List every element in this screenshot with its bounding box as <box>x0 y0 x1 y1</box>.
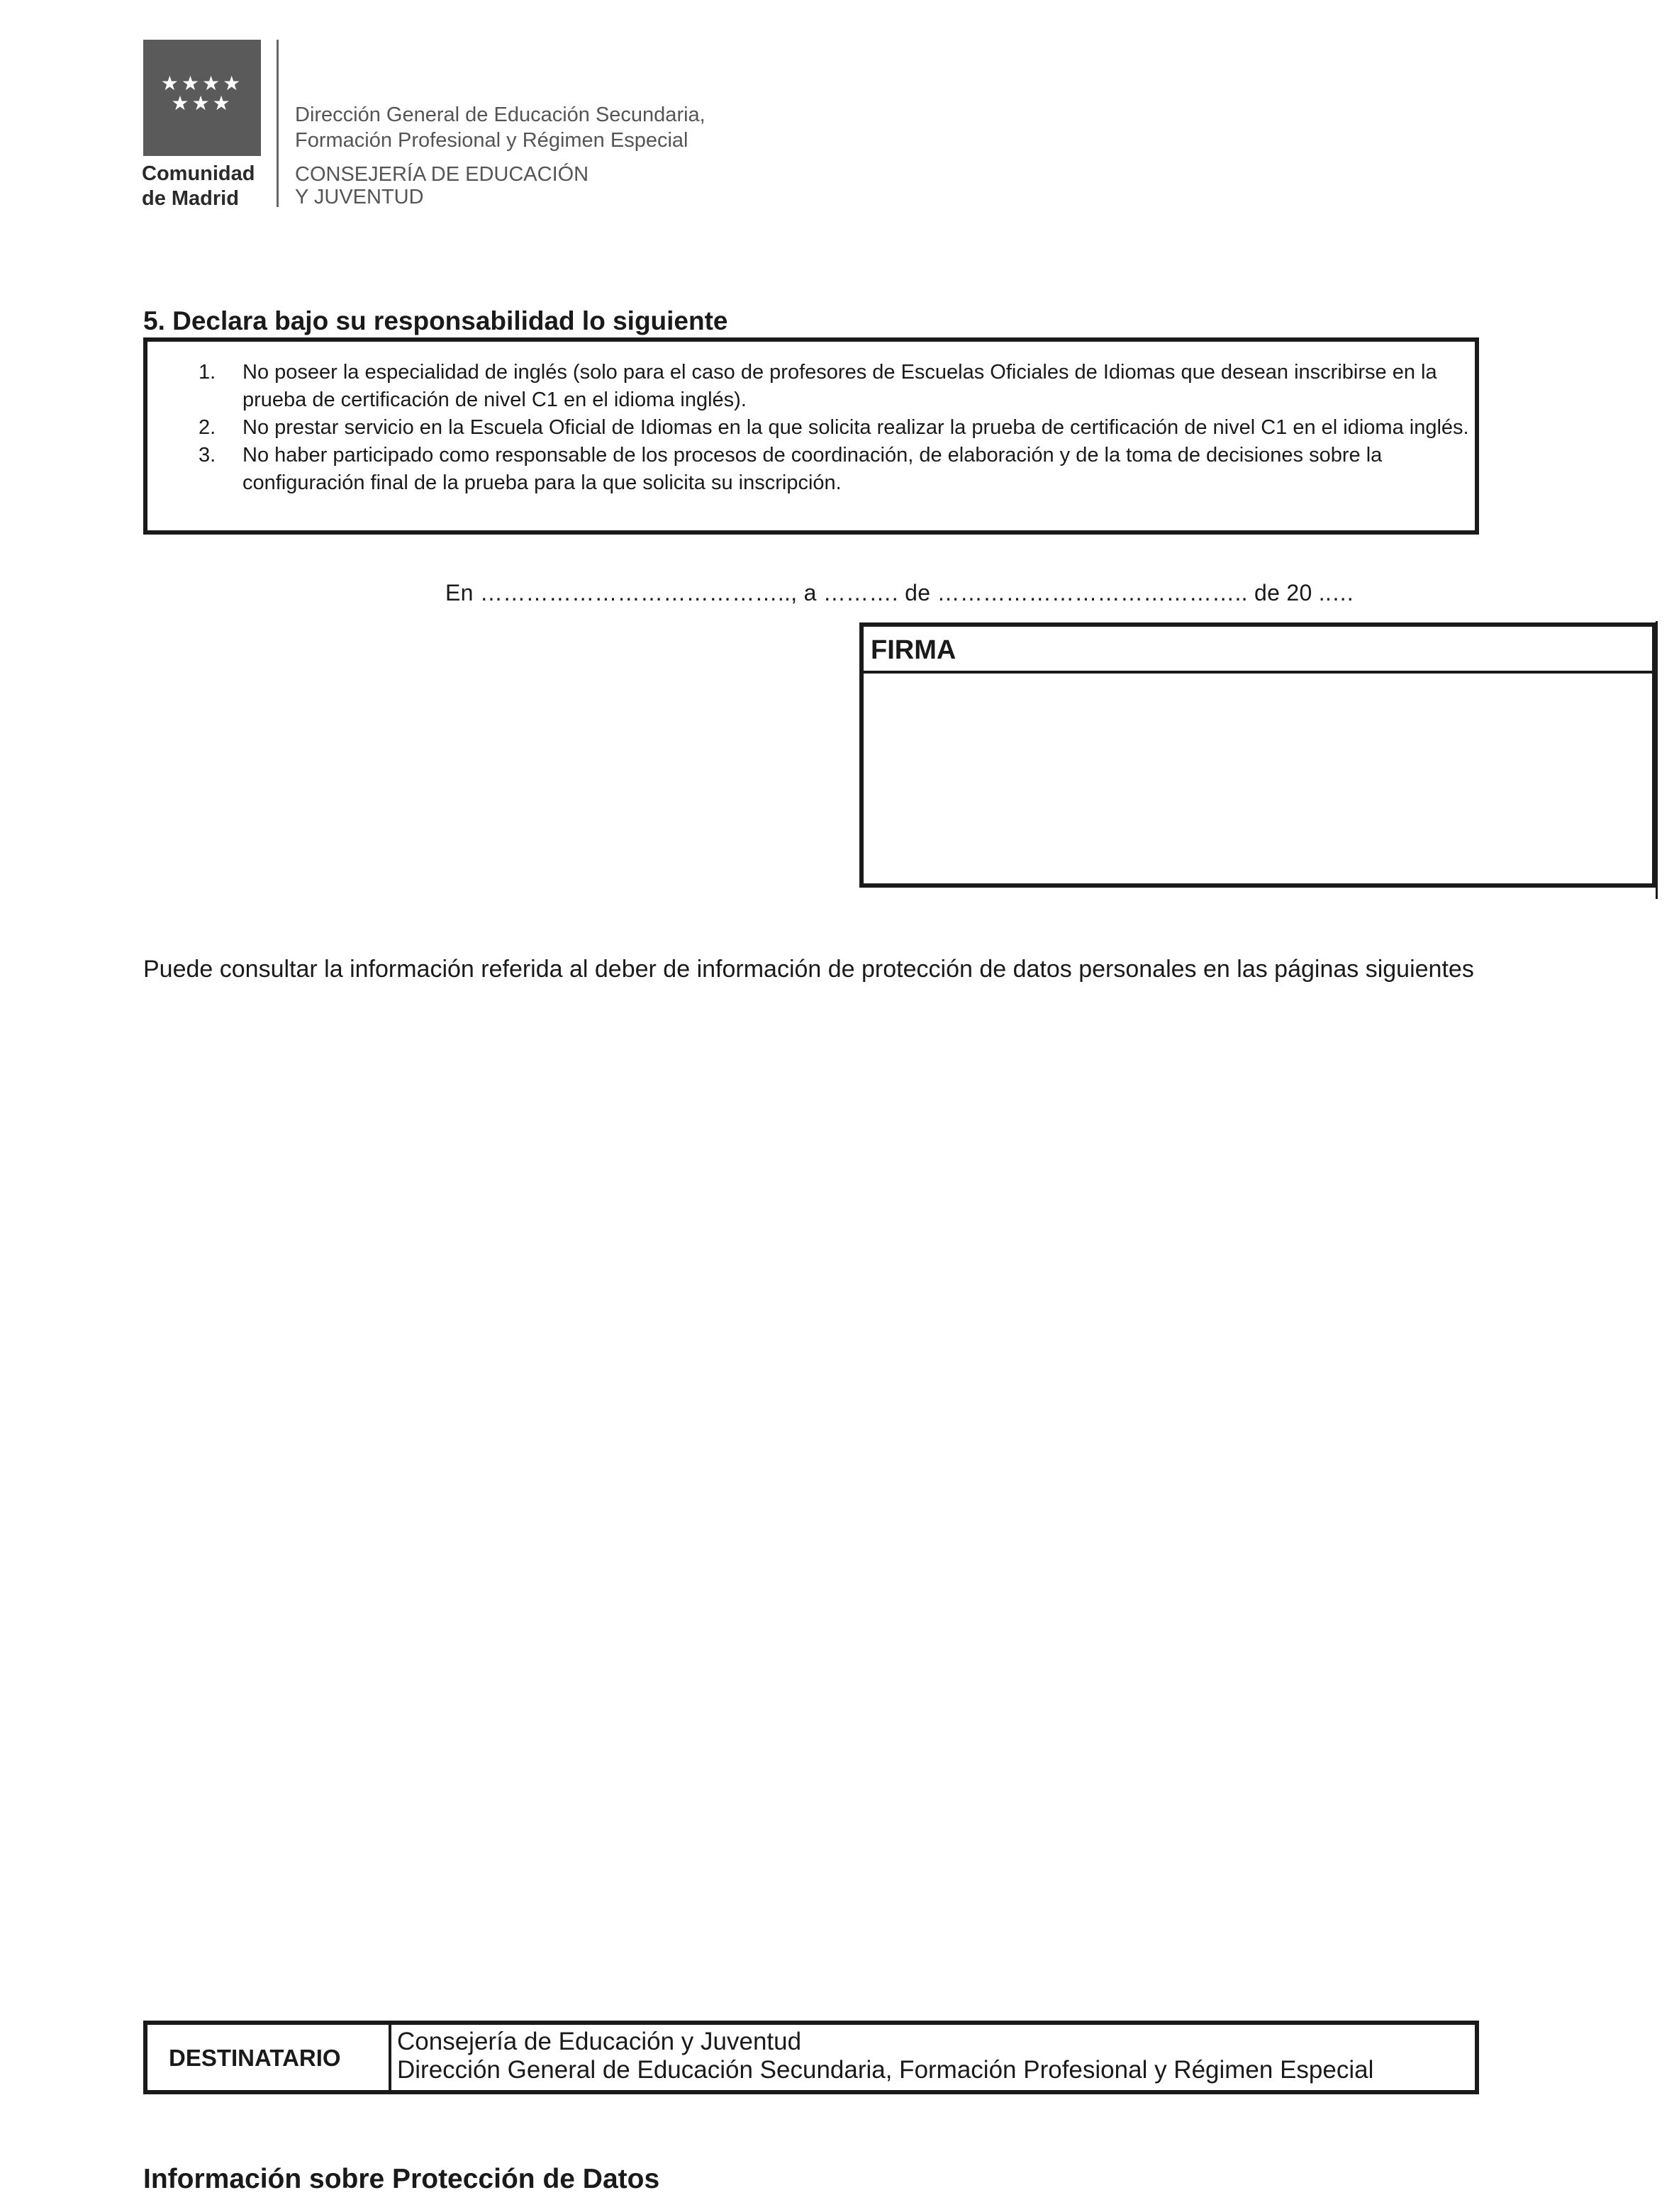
declaration-item <box>147 442 1472 497</box>
signature-box[interactable] <box>859 622 1656 888</box>
declaration-item <box>147 414 1472 442</box>
direccion-general-line-2: Formación Profesional y Régimen Especial <box>295 129 688 152</box>
logo-name-line-2: de Madrid <box>142 187 239 210</box>
declaration-list <box>147 359 1472 497</box>
declaration-box <box>143 337 1479 535</box>
recipient-line-1: Consejería de Educación y Juventud <box>397 2028 802 2055</box>
declaration-text: No prestar servicio en la Escuela Oficial de Idiomas en la que solicita realizar la prueba de certificación de nivel C1 en el idioma inglés. <box>242 416 1469 439</box>
declaration-item <box>147 359 1472 414</box>
recipient-label-cell <box>147 2025 391 2090</box>
consejeria-line-2: Y JUVENTUD <box>295 186 424 208</box>
declaration-number: 3. <box>199 444 216 467</box>
place-date-line[interactable]: En ………………………………….., a ………. de ………………………………….. de 20 ..… <box>445 580 1355 605</box>
signature-header <box>864 627 1652 674</box>
recipient-value-cell <box>397 2028 1373 2084</box>
header-divider <box>277 40 279 207</box>
recipient-line-2: Dirección General de Educación Secundaria, Formación Profesional y Régimen Especial <box>397 2056 1374 2084</box>
section-title: 5. Declara bajo su responsabilidad lo siguiente <box>143 306 728 335</box>
data-protection-note: Puede consultar la información referida al deber de información de protección de datos personales en las páginas siguientes <box>143 956 1474 983</box>
footer-title: Información sobre Protección de Datos <box>143 2164 660 2194</box>
recipient-table <box>143 2021 1479 2094</box>
declaration-text: No poseer la especialidad de inglés (solo para el caso de profesores de Escuelas Oficiales de Idiomas que desean inscribirse en la prueba de certificación de nivel C1 en el idioma inglés). <box>242 361 1437 411</box>
edge-mark <box>1646 621 1658 899</box>
declaration-number: 1. <box>199 361 216 384</box>
signature-label: FIRMA <box>871 635 956 665</box>
logo-name-line-1: Comunidad <box>142 162 255 185</box>
declaration-text: No haber participado como responsable de los procesos de coordinación, de elaboración y de la toma de decisiones sobre la configuración final de la prueba para la que solicita su inscripción. <box>242 444 1383 494</box>
logo-name <box>142 162 255 211</box>
direccion-general-line-1: Dirección General de Educación Secundaria, <box>295 104 705 126</box>
declaration-number: 2. <box>199 416 216 439</box>
stars-icon: ★★★★ ★★★ <box>160 72 244 114</box>
recipient-label: DESTINATARIO <box>169 2045 341 2071</box>
consejeria-line-1: CONSEJERÍA DE EDUCACIÓN <box>295 163 589 186</box>
